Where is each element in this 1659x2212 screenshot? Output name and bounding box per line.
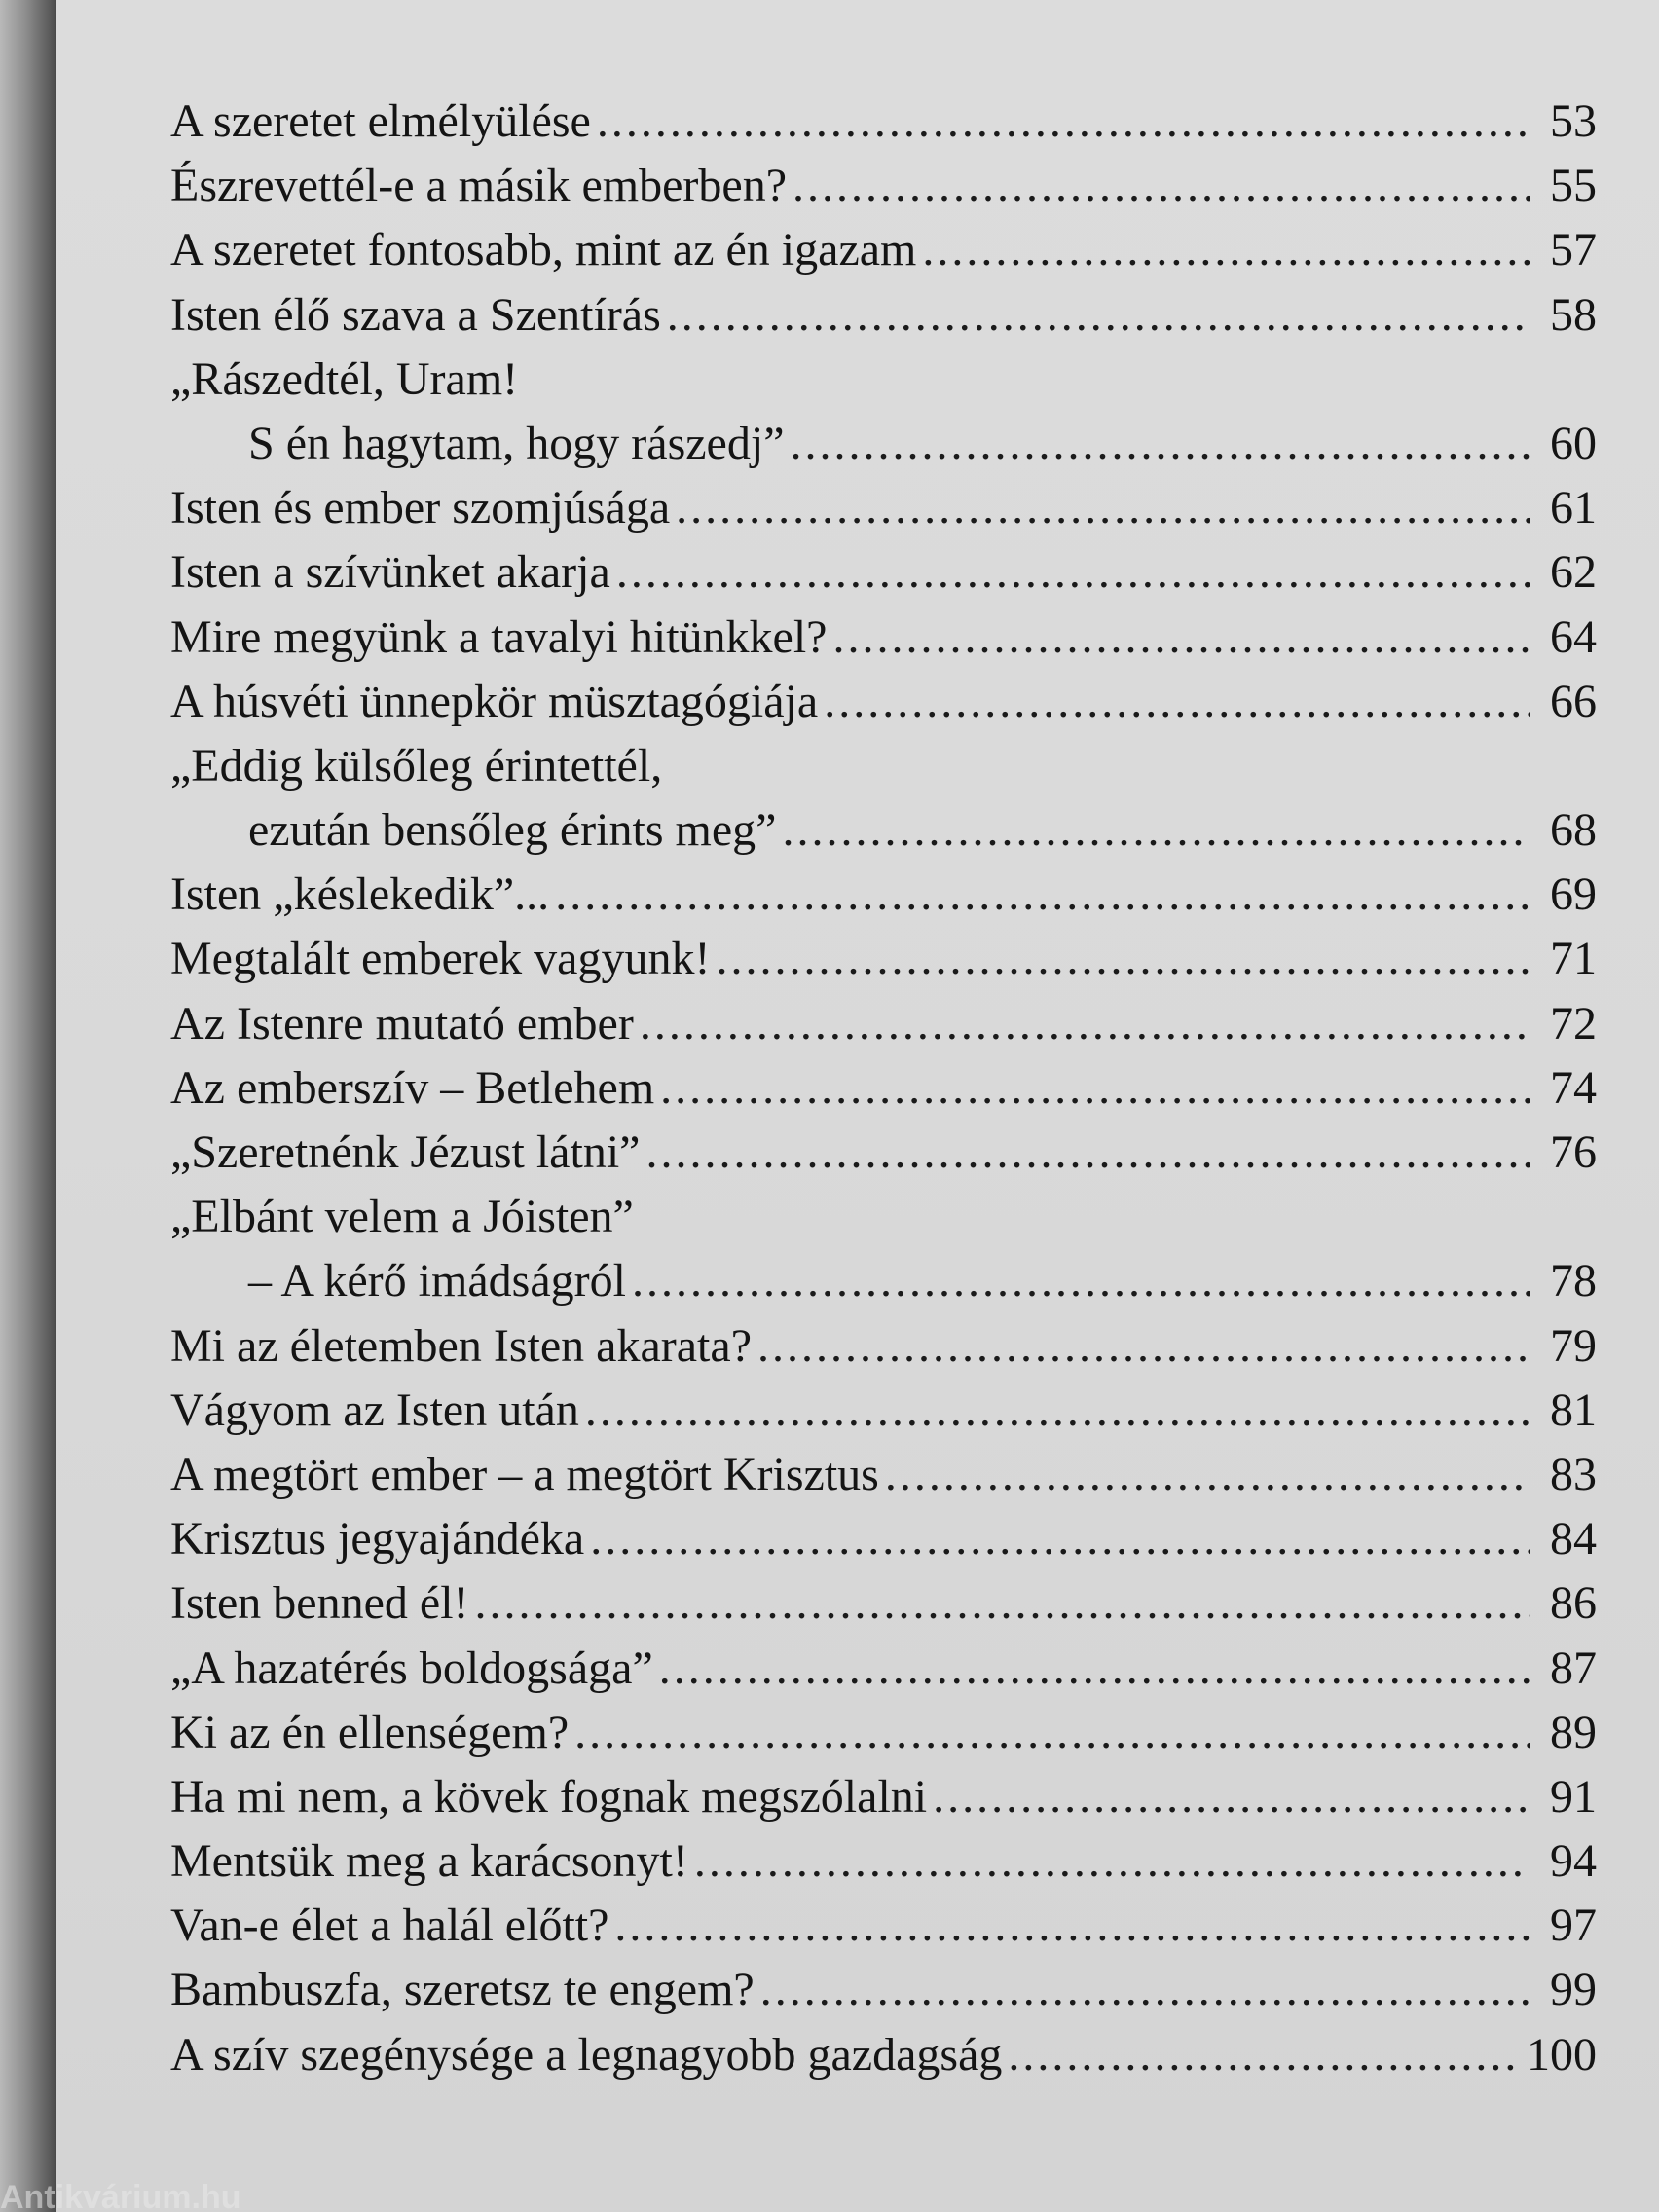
toc-leader-dots — [667, 283, 1530, 348]
toc-entry — [170, 1958, 1597, 2022]
toc-entry-page-number: 71 — [1550, 933, 1597, 985]
toc-entry-title: „Eddig külsőleg érintettél, — [170, 739, 663, 792]
toc-entry-title: ezután bensőleg érints meg” — [248, 804, 777, 857]
toc-leader-dots — [694, 1829, 1530, 1894]
toc-entry — [170, 734, 1597, 798]
toc-entry-title: Bambuszfa, szeretsz te engem? — [170, 1964, 755, 2016]
toc-leader-dots — [885, 1443, 1530, 1507]
toc-leader-dots — [585, 1379, 1530, 1443]
toc-leader-dots — [676, 476, 1530, 540]
toc-entry — [170, 1185, 1597, 1249]
toc-leader-dots — [597, 90, 1530, 154]
toc-leader-dots — [760, 1958, 1530, 2022]
toc-entry — [170, 1637, 1597, 1701]
toc-leader-dots — [933, 1765, 1530, 1829]
toc-entry-title: A szív szegénysége a legnagyobb gazdagság — [170, 2028, 1003, 2081]
toc-entry-page-number: 66 — [1550, 675, 1597, 727]
toc-leader-dots — [824, 670, 1530, 734]
toc-entry-page-number: 100 — [1527, 2028, 1597, 2081]
toc-entry — [170, 412, 1597, 476]
toc-entry — [170, 992, 1597, 1056]
toc-entry — [170, 1571, 1597, 1636]
toc-leader-dots — [922, 218, 1530, 282]
toc-leader-dots — [659, 1637, 1530, 1701]
toc-entry-title: – A kérő imádságról — [248, 1255, 626, 1308]
toc-entry — [170, 90, 1597, 154]
toc-entry-page-number: 58 — [1550, 288, 1597, 341]
toc-entry — [170, 1765, 1597, 1829]
toc-entry-title: Mire megyünk a tavalyi hitünkkel? — [170, 610, 828, 663]
toc-entry-title: Mentsük meg a karácsonyt! — [170, 1835, 688, 1888]
toc-leader-dots — [782, 798, 1530, 863]
toc-entry-title: „A hazatérés boldogsága” — [170, 1641, 653, 1694]
toc-entry-title: A húsvéti ünnepkör müsztagógiája — [170, 675, 819, 727]
toc-entry-title: Isten élő szava a Szentírás — [170, 288, 661, 341]
toc-entry — [170, 1056, 1597, 1121]
book-spine — [0, 0, 62, 2212]
toc-entry-title: Az emberszív – Betlehem — [170, 1061, 655, 1114]
toc-entry-title: Vágyom az Isten után — [170, 1383, 579, 1436]
toc-entry — [170, 1314, 1597, 1379]
toc-leader-dots — [832, 606, 1530, 670]
toc-leader-dots — [616, 540, 1530, 605]
toc-entry-title: A szeretet elmélyülése — [170, 95, 591, 147]
toc-entry-page-number: 55 — [1550, 160, 1597, 212]
toc-leader-dots — [640, 992, 1530, 1056]
toc-entry — [170, 798, 1597, 863]
toc-entry-page-number: 78 — [1550, 1255, 1597, 1308]
toc-entry-title: Ki az én ellenségem? — [170, 1706, 570, 1758]
toc-entry-title: S én hagytam, hogy rászedj” — [248, 417, 785, 469]
toc-entry-page-number: 83 — [1550, 1448, 1597, 1500]
toc-leader-dots — [632, 1249, 1530, 1313]
toc-leader-dots — [574, 1701, 1530, 1765]
toc-entry-title: Isten „késlekedik”... — [170, 868, 550, 921]
toc-entry-title: „Elbánt velem a Jóisten” — [170, 1191, 634, 1243]
toc-entry-page-number: 62 — [1550, 546, 1597, 599]
toc-entry-title: Van-e élet a halál előtt? — [170, 1899, 609, 1952]
toc-entry — [170, 606, 1597, 670]
toc-entry — [170, 2023, 1597, 2087]
toc-entry — [170, 863, 1597, 927]
toc-entry-title: Isten és ember szomjúsága — [170, 482, 671, 535]
toc-entry-title: Megtalált emberek vagyunk! — [170, 933, 711, 985]
toc-entry-page-number: 53 — [1550, 95, 1597, 147]
watermark-text: Antikvárium.hu — [0, 2183, 241, 2212]
toc-entry-title: Az Istenre mutató ember — [170, 997, 634, 1050]
toc-leader-dots — [793, 154, 1530, 218]
toc-entry-page-number: 89 — [1550, 1706, 1597, 1758]
toc-entry — [170, 1894, 1597, 1958]
toc-entry — [170, 218, 1597, 282]
toc-entry — [170, 1121, 1597, 1185]
toc-entry-page-number: 76 — [1550, 1126, 1597, 1178]
toc-entry-title: Krisztus jegyajándéka — [170, 1513, 585, 1566]
toc-entry-title: Mi az életemben Isten akarata? — [170, 1319, 752, 1372]
toc-leader-dots — [791, 412, 1531, 476]
toc-entry — [170, 1701, 1597, 1765]
toc-entry — [170, 154, 1597, 218]
toc-leader-dots — [475, 1571, 1530, 1636]
toc-leader-dots — [614, 1894, 1530, 1958]
toc-entry — [170, 1507, 1597, 1571]
toc-entry-page-number: 94 — [1550, 1835, 1597, 1888]
toc-leader-dots — [716, 927, 1530, 991]
toc-entry — [170, 1443, 1597, 1507]
toc-entry-page-number: 74 — [1550, 1061, 1597, 1114]
toc-leader-dots — [757, 1314, 1530, 1379]
toc-entry-page-number: 86 — [1550, 1577, 1597, 1630]
toc-leader-dots — [590, 1507, 1530, 1571]
toc-entry-title: A szeretet fontosabb, mint az én igazam — [170, 224, 917, 276]
toc-entry-title: „Szeretnénk Jézust látni” — [170, 1126, 641, 1178]
toc-entry-page-number: 64 — [1550, 610, 1597, 663]
toc-entry — [170, 927, 1597, 991]
toc-entry-page-number: 97 — [1550, 1899, 1597, 1952]
toc-entry — [170, 670, 1597, 734]
toc-entry-page-number: 72 — [1550, 997, 1597, 1050]
toc-leader-dots — [645, 1121, 1530, 1185]
toc-entry-page-number: 60 — [1550, 417, 1597, 469]
toc-entry-page-number: 57 — [1550, 224, 1597, 276]
toc-entry-title: A megtört ember – a megtört Krisztus — [170, 1448, 879, 1500]
toc-entry-page-number: 84 — [1550, 1513, 1597, 1566]
toc-entry-title: Isten a szívünket akarja — [170, 546, 610, 599]
toc-entry — [170, 1829, 1597, 1894]
toc-entry-title: Isten benned él! — [170, 1577, 469, 1630]
toc-entry-page-number: 61 — [1550, 482, 1597, 535]
toc-entry — [170, 1249, 1597, 1313]
toc-entry — [170, 476, 1597, 540]
toc-entry-title: Ha mi nem, a kövek fognak megszólalni — [170, 1770, 928, 1823]
toc-leader-dots — [1008, 2023, 1521, 2087]
table-of-contents — [170, 90, 1597, 2087]
toc-leader-dots — [660, 1056, 1530, 1121]
toc-entry-page-number: 79 — [1550, 1319, 1597, 1372]
toc-entry-page-number: 68 — [1550, 804, 1597, 857]
toc-leader-dots — [555, 863, 1530, 927]
toc-entry — [170, 348, 1597, 412]
toc-entry — [170, 283, 1597, 348]
toc-entry — [170, 1379, 1597, 1443]
toc-entry-page-number: 91 — [1550, 1770, 1597, 1823]
toc-entry-title: „Rászedtél, Uram! — [170, 352, 519, 405]
toc-entry-page-number: 69 — [1550, 868, 1597, 921]
toc-entry — [170, 540, 1597, 605]
toc-entry-page-number: 87 — [1550, 1641, 1597, 1694]
toc-entry-title: Észrevettél-e a másik emberben? — [170, 160, 787, 212]
toc-entry-page-number: 81 — [1550, 1383, 1597, 1436]
toc-entry-page-number: 99 — [1550, 1964, 1597, 2016]
